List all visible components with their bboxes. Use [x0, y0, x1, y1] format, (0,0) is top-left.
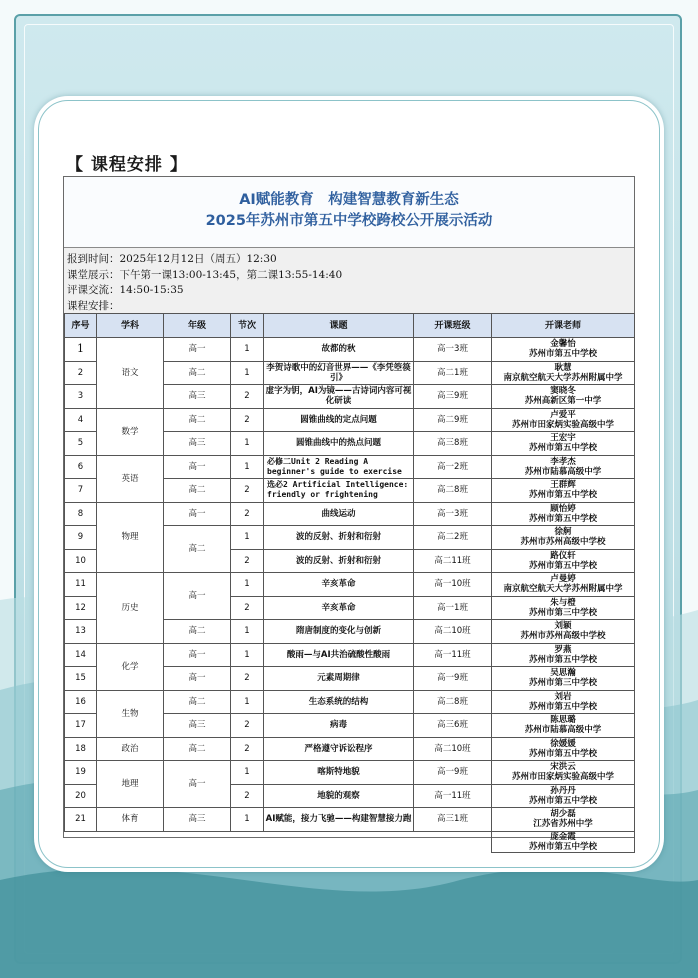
teacher-school: 苏州市第五中学校 [528, 748, 597, 759]
table-row [65, 338, 635, 362]
teacher-cell [492, 502, 635, 526]
table-row [65, 737, 635, 761]
table-row [65, 573, 635, 597]
event-info [64, 247, 634, 313]
table-header-row [65, 314, 635, 338]
row-no: 6 [65, 455, 97, 479]
grade-cell: 高二 [164, 361, 231, 385]
grade-cell: 高二 [164, 690, 231, 714]
teacher-name: 胡少磊 [550, 809, 576, 820]
grade-cell: 高二 [164, 408, 231, 432]
teacher-cell [492, 408, 635, 432]
header-grade: 年级 [164, 314, 231, 338]
class-cell: 高二10班 [414, 737, 492, 761]
topic-cell: 圆锥曲线的定点问题 [264, 408, 414, 432]
row-no: 19 [65, 761, 97, 785]
info-review: 评课交流：14:50-15:35 [67, 284, 184, 296]
grade-cell: 高二 [164, 526, 231, 573]
topic-cell: 隋唐制度的变化与创新 [264, 620, 414, 644]
teacher-cell [492, 455, 635, 479]
row-no: 4 [65, 408, 97, 432]
grade-cell: 高一 [164, 761, 231, 808]
teacher-name: 王宏宇 [550, 433, 576, 444]
info-checkin-time: 报到时间：2025年12月12日（周五）12:30 [67, 253, 277, 265]
class-cell: 高二8班 [414, 690, 492, 714]
teacher-school: 苏州市第五中学校 [528, 560, 597, 571]
class-cell: 高三8班 [414, 432, 492, 456]
teacher-school: 苏州市第三中学校 [528, 607, 597, 618]
section-title: 【 课程安排 】 [66, 155, 188, 175]
class-cell: 高二9班 [414, 408, 492, 432]
period-cell: 1 [231, 361, 264, 385]
period-cell: 1 [231, 338, 264, 362]
teacher-cell [492, 808, 635, 832]
grade-cell: 高三 [164, 714, 231, 738]
teacher-school: 苏州市第五中学校 [528, 443, 597, 454]
period-cell: 1 [231, 761, 264, 785]
teacher-school: 苏州市第五中学校 [528, 654, 597, 665]
row-no: 3 [65, 385, 97, 409]
class-cell: 高三1班 [414, 808, 492, 832]
heading-line-2: 2025年苏州市第五中学校跨校公开展示活动 [205, 213, 493, 229]
topic-cell: 喀斯特地貌 [264, 761, 414, 785]
teacher-name: 王群辉 [550, 480, 576, 491]
teacher-school: 南京航空航天大学苏州附属中学 [503, 372, 623, 383]
subject-cell: 数学 [97, 408, 164, 455]
header-subject: 学科 [97, 314, 164, 338]
subject-cell: 化学 [97, 643, 164, 690]
row-no: 5 [65, 432, 97, 456]
grade-cell: 高一 [164, 667, 231, 691]
tail-spacer [65, 831, 492, 852]
teacher-name: 路仪轩 [550, 550, 576, 561]
teacher-cell [492, 361, 635, 385]
table-row [65, 502, 635, 526]
teacher-name: 宋洪云 [550, 762, 576, 773]
teacher-name: 卢爱平 [550, 409, 576, 420]
topic-cell: 必修二Unit 2 Reading A beginner's guide to exercise [264, 455, 414, 479]
period-cell: 2 [231, 667, 264, 691]
topic-cell: 地貌的观察 [264, 784, 414, 808]
teacher-school: 苏州市第三中学校 [528, 678, 597, 689]
teacher-name: 吴思瀚 [550, 668, 576, 679]
topic-cell: 选必2 Artificial Intelligence: friendly or frightening [264, 479, 414, 503]
teacher-school: 苏州市苏州高级中学校 [520, 537, 606, 548]
row-no: 9 [65, 526, 97, 550]
row-no: 14 [65, 643, 97, 667]
topic-cell: 严格遵守诉讼程序 [264, 737, 414, 761]
topic-cell: 元素周期律 [264, 667, 414, 691]
topic-cell: 波的反射、折射和衍射 [264, 526, 414, 550]
period-cell: 2 [231, 479, 264, 503]
period-cell: 1 [231, 808, 264, 832]
teacher-school: 江苏省苏州中学 [533, 819, 593, 830]
teacher-name: 金馨怡 [550, 339, 576, 350]
table-row [65, 455, 635, 479]
period-cell: 2 [231, 737, 264, 761]
row-no: 12 [65, 596, 97, 620]
info-class-display: 课堂展示：下午第一课13:00-13:45，第二课13:55-14:40 [67, 268, 343, 281]
teacher-cell [492, 714, 635, 738]
class-cell: 高二1班 [414, 361, 492, 385]
teacher-school: 苏州高新区第一中学 [524, 396, 602, 407]
row-no: 16 [65, 690, 97, 714]
teacher-name: 陈思璐 [550, 715, 576, 726]
teacher-name: 徐舸 [554, 527, 572, 538]
teacher-school: 苏州市第五中学校 [528, 701, 597, 712]
teacher-school: 苏州市田家炳实验高级中学 [511, 419, 614, 430]
period-cell: 2 [231, 784, 264, 808]
teacher-name: 顾怡婷 [550, 503, 576, 514]
header-period: 节次 [231, 314, 264, 338]
teacher-name: 窦晓冬 [550, 386, 576, 397]
table-row [65, 808, 635, 832]
class-cell: 高二10班 [414, 620, 492, 644]
row-no: 10 [65, 549, 97, 573]
row-no: 8 [65, 502, 97, 526]
period-cell: 1 [231, 690, 264, 714]
row-no: 15 [65, 667, 97, 691]
topic-cell: 病毒 [264, 714, 414, 738]
grade-cell: 高三 [164, 385, 231, 409]
teacher-cell [492, 737, 635, 761]
teacher-cell [492, 596, 635, 620]
topic-cell: 酸雨—与AI共治硫酸性酸雨 [264, 643, 414, 667]
header-class: 开课班级 [414, 314, 492, 338]
class-cell: 高一11班 [414, 784, 492, 808]
teacher-cell [492, 620, 635, 644]
teacher-name: 卢曼婷 [550, 574, 576, 585]
grade-cell: 高三 [164, 808, 231, 832]
teacher-school: 苏州市第五中学校 [528, 349, 597, 360]
class-cell: 高一3班 [414, 338, 492, 362]
row-no: 1 [65, 338, 97, 362]
period-cell: 2 [231, 549, 264, 573]
topic-cell: 辛亥革命 [264, 573, 414, 597]
grade-cell: 高一 [164, 502, 231, 526]
teacher-cell [492, 667, 635, 691]
row-no: 17 [65, 714, 97, 738]
period-cell: 1 [231, 455, 264, 479]
topic-cell: AI赋能，接力飞驰——构建智慧接力跑 [264, 808, 414, 832]
teacher-name: 刘颖 [554, 621, 572, 632]
subject-cell: 生物 [97, 690, 164, 737]
class-cell: 高一9班 [414, 761, 492, 785]
teacher-name: 朱与橙 [550, 597, 576, 608]
row-no: 18 [65, 737, 97, 761]
topic-cell: 圆锥曲线中的热点问题 [264, 432, 414, 456]
subject-cell: 地理 [97, 761, 164, 808]
schedule-table [64, 313, 635, 853]
teacher-school: 苏州市陆慕高级中学 [524, 725, 602, 736]
period-cell: 1 [231, 526, 264, 550]
teacher-cell [492, 432, 635, 456]
teacher-cell [492, 479, 635, 503]
info-schedule-label: 课程安排： [67, 299, 120, 312]
teacher-school: 苏州市第五中学校 [528, 841, 597, 852]
teacher-name: 李孝杰 [550, 456, 576, 467]
row-no: 20 [65, 784, 97, 808]
teacher-name: 徐媛媛 [550, 738, 576, 749]
teacher-name: 罗燕 [554, 644, 572, 655]
teacher-name: 孙丹丹 [550, 785, 576, 796]
topic-cell: 虚字为钥，AI为镜——古诗词内容可视化研读 [264, 385, 414, 409]
period-cell: 1 [231, 432, 264, 456]
class-cell: 高一10班 [414, 573, 492, 597]
subject-cell: 物理 [97, 502, 164, 573]
teacher-cell [492, 573, 635, 597]
class-cell: 高一2班 [414, 455, 492, 479]
period-cell: 1 [231, 573, 264, 597]
grade-cell: 高二 [164, 737, 231, 761]
class-cell: 高一11班 [414, 643, 492, 667]
table-row-tail [65, 831, 635, 852]
header-topic: 课题 [264, 314, 414, 338]
teacher-school: 苏州市苏州高级中学校 [520, 631, 606, 642]
grade-cell: 高一 [164, 573, 231, 620]
row-no: 13 [65, 620, 97, 644]
period-cell: 2 [231, 408, 264, 432]
teacher-school: 南京航空航天大学苏州附属中学 [503, 584, 623, 595]
teacher-school: 苏州市第五中学校 [528, 490, 597, 501]
topic-cell: 辛亥革命 [264, 596, 414, 620]
table-row [65, 690, 635, 714]
teacher-cell [492, 385, 635, 409]
teacher-cell [492, 690, 635, 714]
row-no: 11 [65, 573, 97, 597]
teacher-school: 苏州市第五中学校 [528, 795, 597, 806]
grade-cell: 高一 [164, 338, 231, 362]
subject-cell: 语文 [97, 338, 164, 409]
class-cell: 高一1班 [414, 596, 492, 620]
teacher-name: 庞金霞 [550, 831, 576, 842]
teacher-name: 耿慧 [554, 362, 572, 373]
teacher-cell [492, 526, 635, 550]
period-cell: 1 [231, 643, 264, 667]
class-cell: 高一3班 [414, 502, 492, 526]
grade-cell: 高一 [164, 643, 231, 667]
teacher-school: 苏州市第五中学校 [528, 513, 597, 524]
topic-cell: 李贺诗歌中的幻音世界——《李凭箜篌引》 [264, 361, 414, 385]
row-no: 7 [65, 479, 97, 503]
class-cell: 高一9班 [414, 667, 492, 691]
class-cell: 高三9班 [414, 385, 492, 409]
teacher-cell [492, 784, 635, 808]
topic-cell: 故都的秋 [264, 338, 414, 362]
topic-cell: 波的反射、折射和衍射 [264, 549, 414, 573]
grade-cell: 高三 [164, 432, 231, 456]
header-no: 序号 [65, 314, 97, 338]
class-cell: 高三6班 [414, 714, 492, 738]
topic-cell: 曲线运动 [264, 502, 414, 526]
subject-cell: 体育 [97, 808, 164, 832]
grade-cell: 高二 [164, 479, 231, 503]
row-no: 21 [65, 808, 97, 832]
subject-cell: 历史 [97, 573, 164, 644]
class-cell: 高二2班 [414, 526, 492, 550]
class-cell: 高二11班 [414, 549, 492, 573]
schedule-document [63, 176, 635, 852]
period-cell: 2 [231, 502, 264, 526]
class-cell: 高二8班 [414, 479, 492, 503]
teacher-cell [492, 549, 635, 573]
subject-cell: 政治 [97, 737, 164, 761]
period-cell: 1 [231, 620, 264, 644]
teacher-cell [492, 338, 635, 362]
period-cell: 2 [231, 596, 264, 620]
table-row [65, 761, 635, 785]
period-cell: 2 [231, 714, 264, 738]
table-row [65, 408, 635, 432]
teacher-cell [492, 643, 635, 667]
teacher-school: 苏州市陆慕高级中学 [524, 466, 602, 477]
grade-cell: 高二 [164, 620, 231, 644]
heading-line-1: AI赋能教育 构建智慧教育新生态 [239, 192, 459, 208]
row-no: 2 [65, 361, 97, 385]
teacher-school: 苏州市田家炳实验高级中学 [511, 772, 614, 783]
table-row [65, 643, 635, 667]
subject-cell: 英语 [97, 455, 164, 502]
teacher-cell [492, 761, 635, 785]
period-cell: 2 [231, 385, 264, 409]
teacher-name: 刘岩 [554, 691, 572, 702]
teacher-cell [492, 831, 635, 852]
topic-cell: 生态系统的结构 [264, 690, 414, 714]
grade-cell: 高一 [164, 455, 231, 479]
document-heading [64, 177, 634, 247]
header-teacher: 开课老师 [492, 314, 635, 338]
